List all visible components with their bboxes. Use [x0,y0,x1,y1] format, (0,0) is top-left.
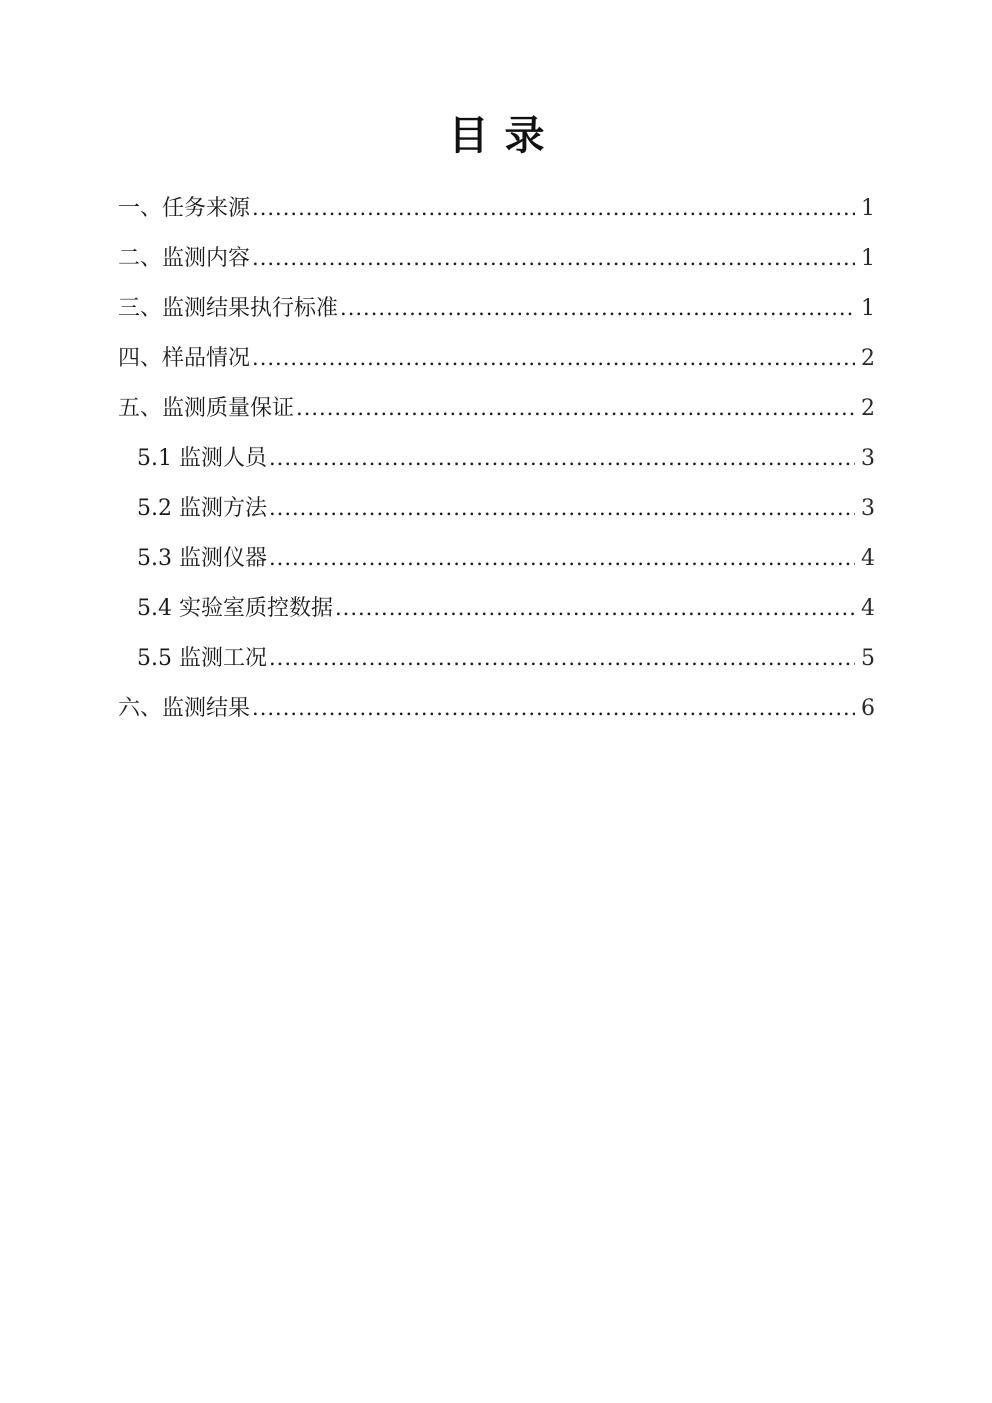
toc-entry[interactable] [118,194,875,244]
toc-leader-dots [252,244,855,273]
toc-leader-dots [296,394,855,423]
toc-entry-label: 5.2 监测方法 [137,496,267,521]
toc-entry-page: 6 [861,696,875,721]
toc-leader-dots [252,694,855,723]
toc-entry-label: 六、监测结果 [118,696,251,721]
toc-leader-dots [335,594,855,623]
toc-entry[interactable] [118,644,875,694]
toc-entry-label: 5.3 监测仪器 [137,546,267,571]
toc-entry[interactable] [118,394,875,444]
toc-entry-page: 1 [861,196,875,221]
toc-entry-page: 3 [861,496,875,521]
toc-entry[interactable] [118,244,875,294]
toc-entry-label: 三、监测结果执行标准 [118,296,339,321]
toc-entry[interactable] [118,694,875,744]
toc-leader-dots [269,444,855,473]
toc-entry-label: 二、监测内容 [118,246,251,271]
toc-leader-dots [269,544,855,573]
toc-entry[interactable] [118,294,875,344]
toc-entry[interactable] [118,594,875,644]
toc-entry-page: 2 [861,346,875,371]
toc-entry-label: 五、监测质量保证 [118,396,295,421]
toc-entry-label: 四、样品情况 [118,346,251,371]
toc-entry[interactable] [118,544,875,594]
toc-entry-page: 2 [861,396,875,421]
toc-entry-page: 4 [861,596,875,621]
toc-leader-dots [340,294,855,323]
toc-entry[interactable] [118,344,875,394]
toc-entry-label: 一、任务来源 [118,196,251,221]
toc-entry-label: 5.1 监测人员 [137,446,267,471]
toc-entry-page: 1 [861,296,875,321]
toc-list [118,194,875,744]
toc-leader-dots [252,194,855,223]
toc-entry-page: 4 [861,546,875,571]
toc-entry-page: 5 [861,646,875,671]
toc-leader-dots [269,494,855,523]
toc-entry-page: 1 [861,246,875,271]
toc-leader-dots [252,344,855,373]
toc-entry-label: 5.5 监测工况 [137,646,267,671]
toc-leader-dots [269,644,855,673]
toc-entry-page: 3 [861,446,875,471]
page-title: 目录 [448,112,561,159]
toc-entry[interactable] [118,494,875,544]
toc-entry[interactable] [118,444,875,494]
toc-entry-label: 5.4 实验室质控数据 [137,596,333,621]
